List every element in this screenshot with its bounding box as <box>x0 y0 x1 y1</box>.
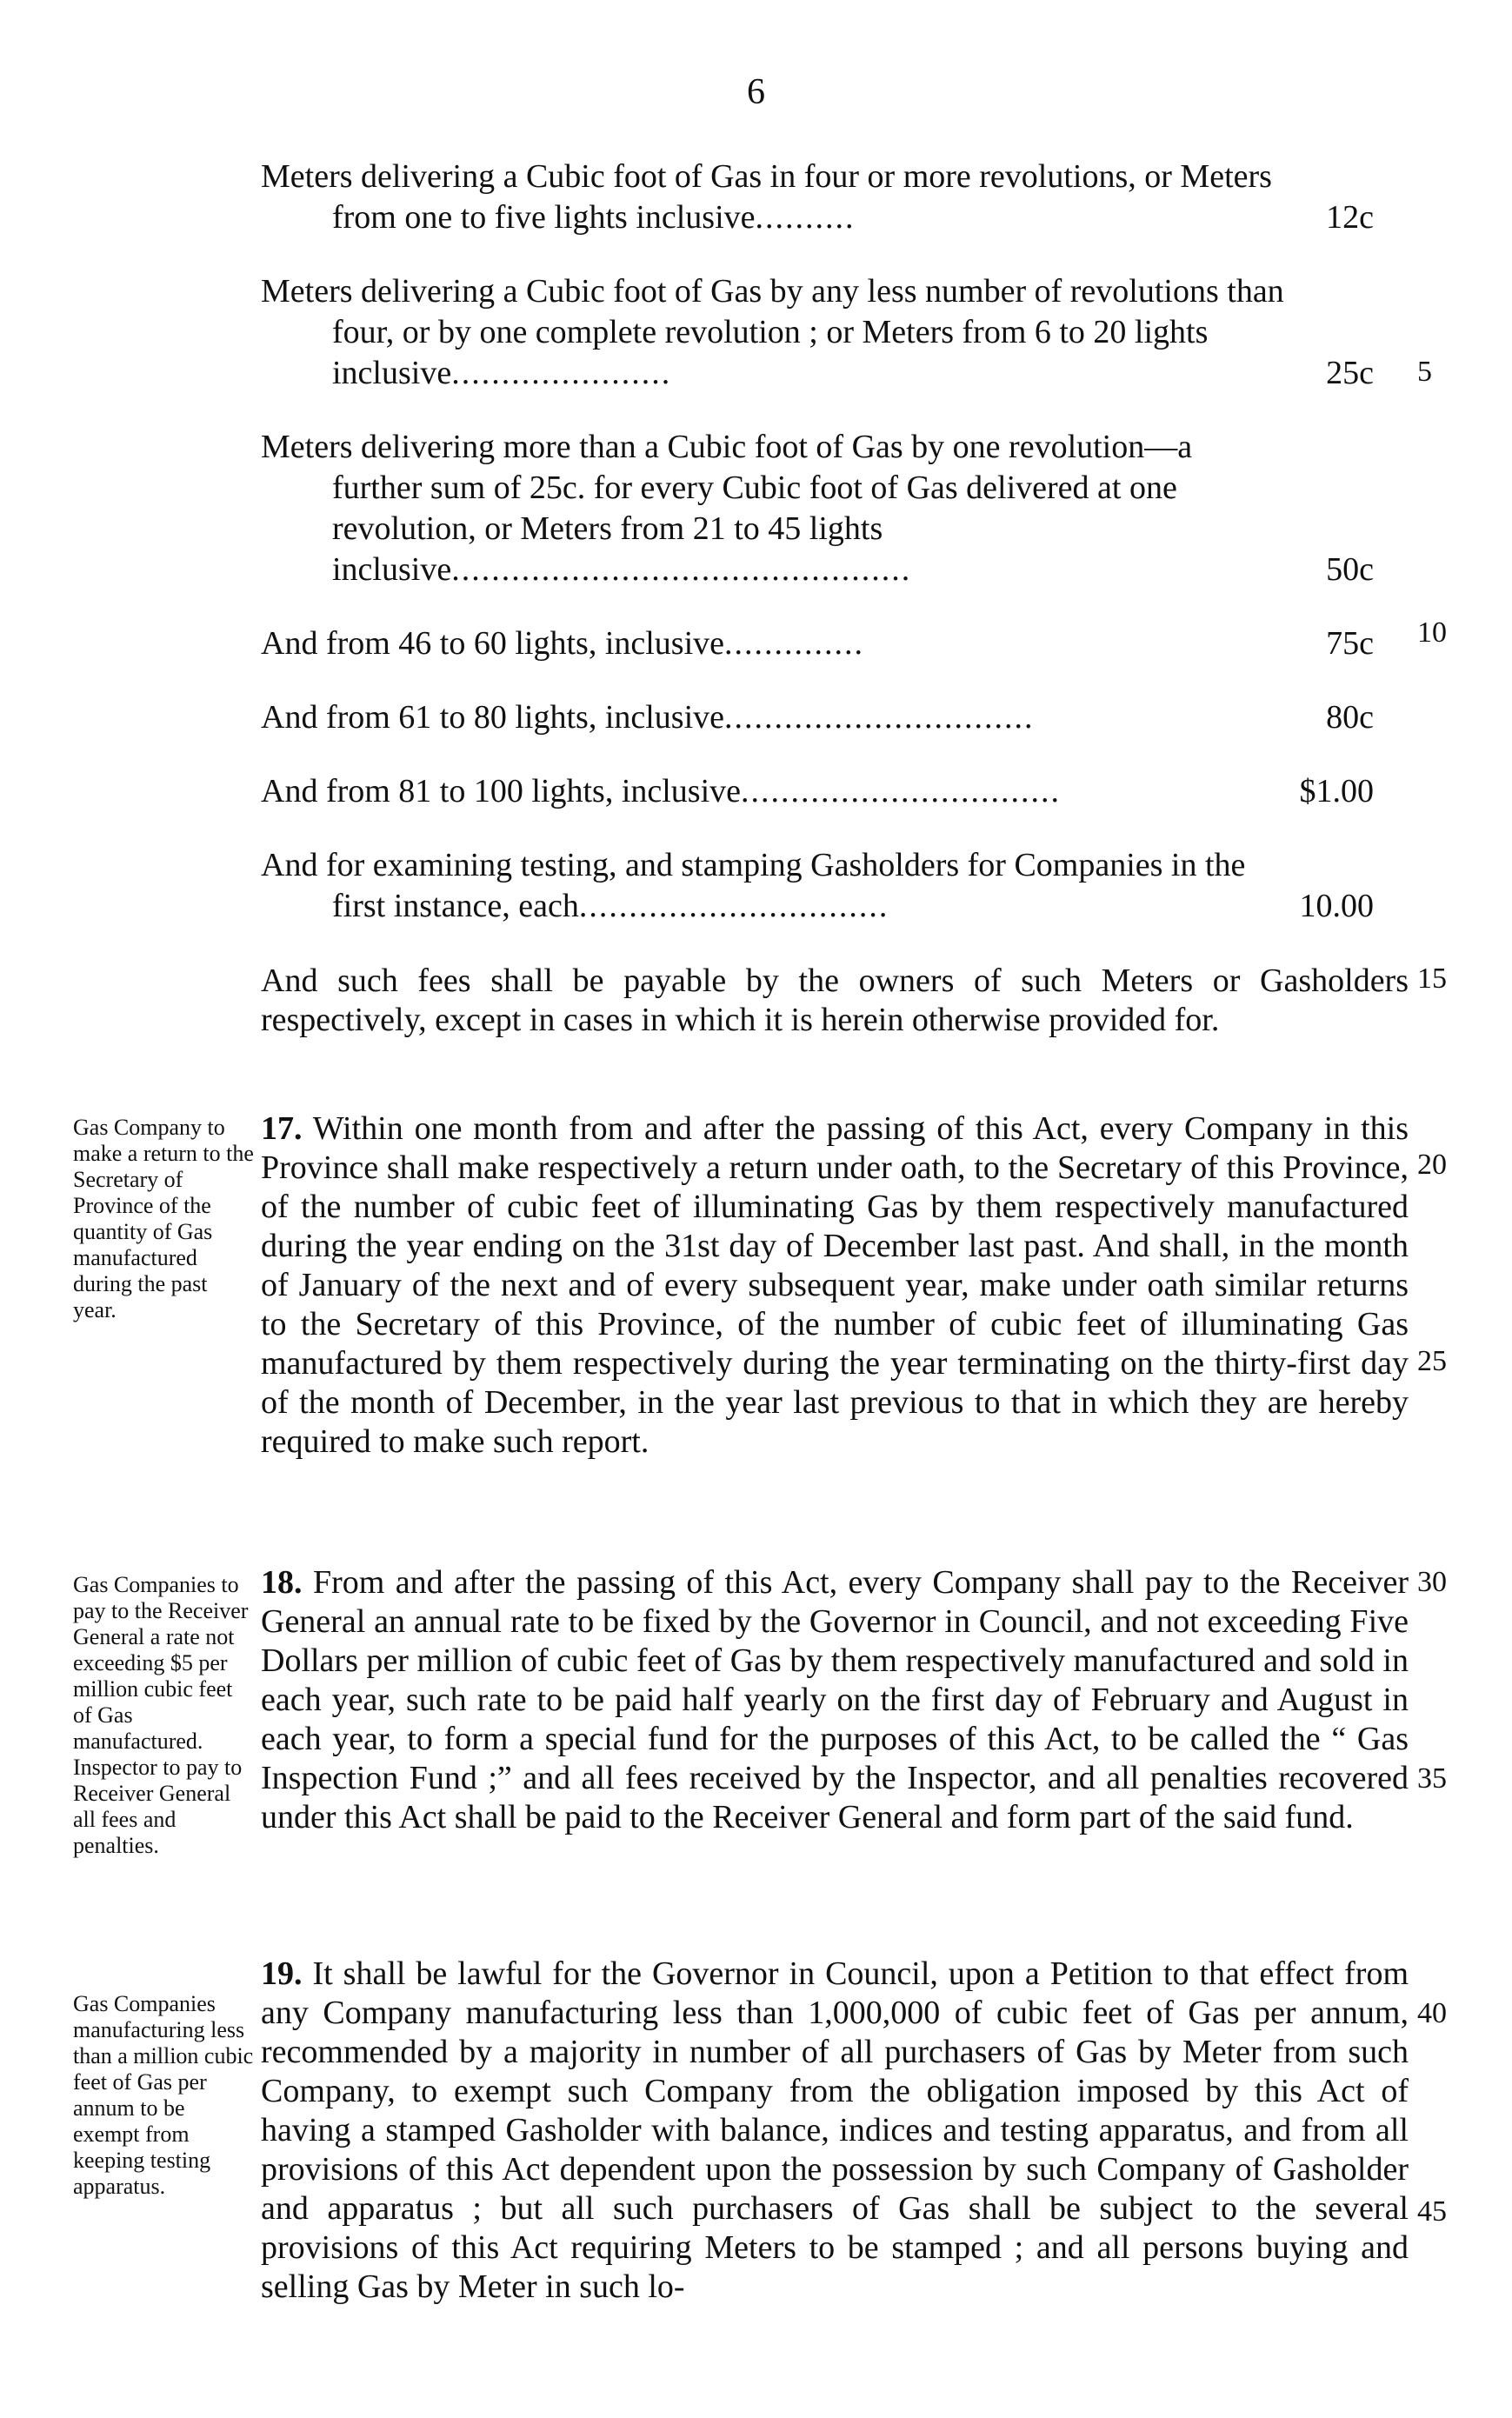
line-number: 10 <box>1417 616 1447 649</box>
fee-description: Meters delivering a Cubic foot of Gas in four or more revolutions, or Meters from one to five lights inclusive <box>261 158 1272 236</box>
fee-amount: 25c <box>1326 355 1374 391</box>
line-number: 20 <box>1417 1149 1447 1181</box>
section-number: 17. <box>261 1110 303 1147</box>
fee-amount: 50c <box>1326 551 1374 588</box>
fee-description: And from 46 to 60 lights, inclusive <box>261 625 725 662</box>
fee-item <box>261 771 1374 812</box>
leader-dots: ...................... <box>451 355 672 391</box>
fee-item <box>261 157 1374 238</box>
fee-description: Meters delivering a Cubic foot of Gas by any less number of revolutions than four, or by one complete revolution ; or Meters from 6 to 20 lights inclusive <box>261 273 1284 391</box>
section-text: It shall be lawful for the Governor in Council, upon a Petition to that effect from any Company manufacturing less than 1,000,000 of cubic feet of Gas per annum, recommended by a majority in number of all purchasers of Gas by Meter from such Company, to exempt such Company from the obligation imposed by this Act of having a stamped Gasholder with balance, indices and testing apparatus, and from all provisions of this Act dependent upon the possession by such Company of Gasholder and apparatus ; but all such purchasers of Gas shall be subject to the several provisions of this Act requiring Meters to be stamped ; and all persons buying and selling Gas by Meter in such lo- <box>261 1955 1409 2305</box>
fee-item <box>261 271 1374 394</box>
margin-note-section-17: Gas Company to make a return to the Secretary of Province of the quantity of Gas manufactured during the past year. <box>73 1115 254 1322</box>
fee-description: And from 61 to 80 lights, inclusive <box>261 699 725 736</box>
line-number: 45 <box>1417 2195 1447 2228</box>
fee-description: And from 81 to 100 lights, inclusive <box>261 773 742 809</box>
fee-description: Meters delivering more than a Cubic foot of Gas by one revolution—a further sum of 25c. for every Cubic foot of Gas delivered at one revolution, or Meters from 21 to 45 lights inclusive <box>261 429 1193 588</box>
section-text: From and after the passing of this Act, every Company shall pay to the Receiver General an annual rate to be fixed by the Governor in Council, and not exceeding Five Dollars per million of cubic feet of Gas by them respectively manufactured and sold in each year, such rate to be paid half yearly on the first day of February and August in each year, to form a special fund for the purposes of this Act, to be called the “ Gas Inspection Fund ;” and all fees received by the Inspector, and all penalties recovered under this Act shall be paid to the Receiver General and form part of the said fund. <box>261 1564 1409 1835</box>
line-number: 15 <box>1417 963 1447 995</box>
fee-item <box>261 697 1374 738</box>
leader-dots: .............................................. <box>451 551 912 588</box>
fee-amount: 75c <box>1326 625 1374 662</box>
line-number: 30 <box>1417 1566 1447 1598</box>
fee-amount: $1.00 <box>1299 773 1374 809</box>
leader-dots: ................................ <box>741 773 1062 809</box>
fee-description: And for examining testing, and stamping Gasholders for Companies in the first instance, each <box>261 847 1246 924</box>
leader-dots: ............................... <box>724 699 1035 736</box>
section-18 <box>261 1563 1409 1837</box>
line-number: 5 <box>1417 356 1432 388</box>
line-number: 35 <box>1417 1762 1447 1795</box>
margin-note-section-18: Gas Companies to pay to the Receiver General a rate not exceeding $5 per million cubic feet of Gas manufactured. Inspector to pay to Receiver General all fees and penalties. <box>73 1572 249 1858</box>
section-text: Within one month from and after the passing of this Act, every Company in this Province shall make respectively a return under oath, to the Secretary of this Province, of the number of cubic feet of illuminating Gas by them respectively manufactured during the year ending on the 31st day of December last past. And shall, in the month of January of the next and of every subsequent year, make under oath similar returns to the Secretary of this Province, of the number of cubic feet of illuminating Gas manufactured by them respectively during the year terminating on the thirty-first day of the month of December, in the year last previous to that in which they are hereby required to make such report. <box>261 1110 1409 1460</box>
fee-item <box>261 427 1374 590</box>
fee-amount: 10.00 <box>1299 888 1374 924</box>
fee-amount: 80c <box>1326 699 1374 736</box>
fee-item <box>261 623 1374 664</box>
fee-schedule <box>261 157 1374 960</box>
section-17 <box>261 1109 1409 1462</box>
fee-amount: 12c <box>1326 199 1374 236</box>
section-number: 19. <box>261 1955 303 1992</box>
closing-paragraph: And such fees shall be payable by the owners of such Meters or Gasholders respectively, except in cases in which it is herein otherwise provided for. <box>261 963 1409 1038</box>
margin-note-section-19: Gas Companies manufacturing less than a million cubic feet of Gas per annum to be exempt from keeping testing apparatus. <box>73 1991 254 2199</box>
line-number: 25 <box>1417 1345 1447 1377</box>
section-19 <box>261 1955 1409 2307</box>
page-number: 6 <box>747 72 765 112</box>
line-number: 40 <box>1417 1997 1447 2029</box>
leader-dots: .......... <box>755 199 856 236</box>
fee-item <box>261 845 1374 927</box>
leader-dots: .............. <box>724 625 865 662</box>
leader-dots: ............................... <box>578 888 889 924</box>
section-number: 18. <box>261 1564 303 1601</box>
